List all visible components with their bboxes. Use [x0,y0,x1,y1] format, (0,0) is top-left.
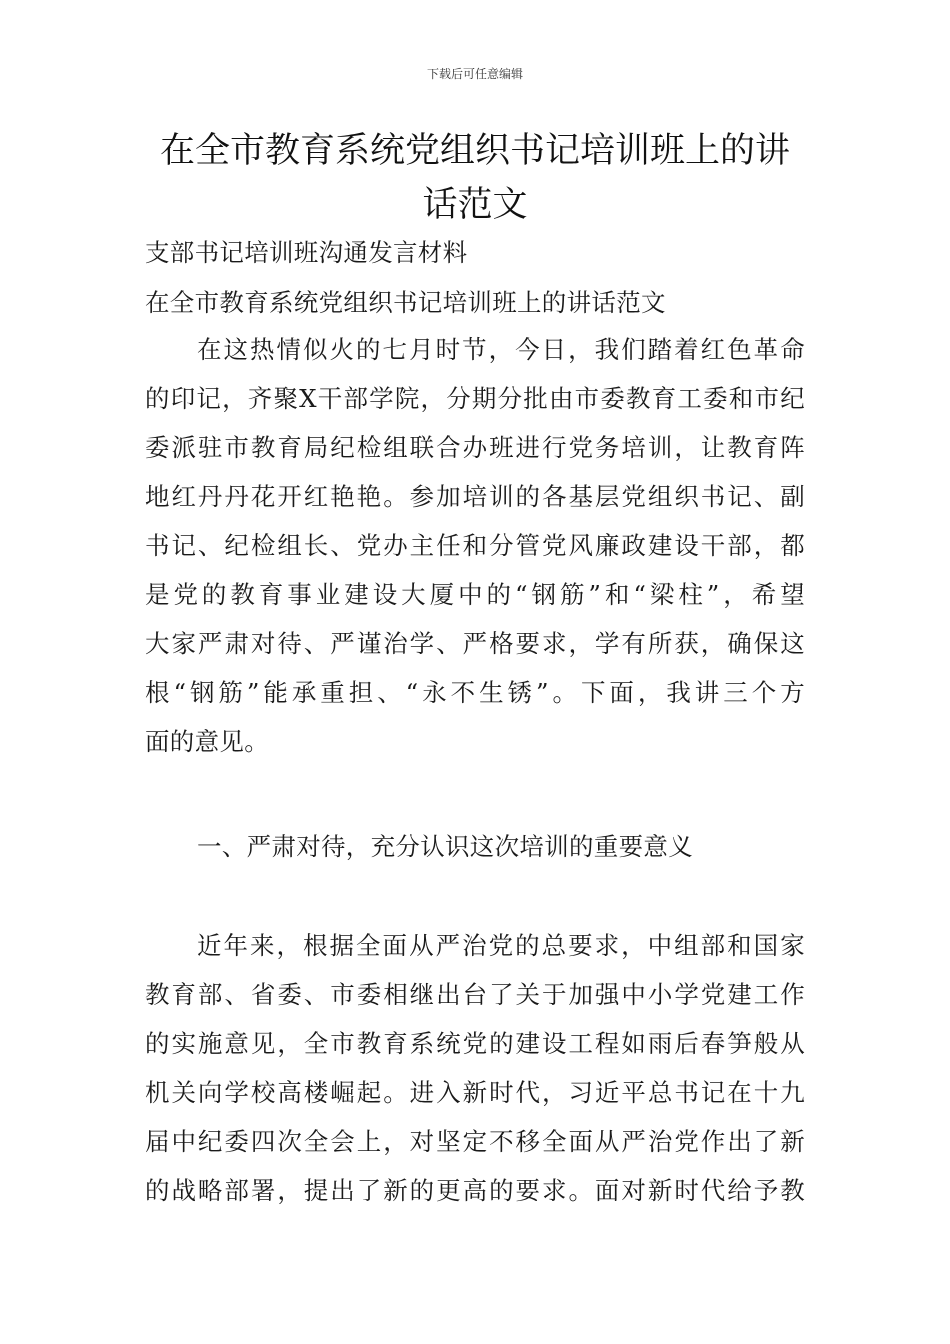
paragraph-line: 大家严肃对待、严谨治学、严格要求，学有所获，确保这 [145,629,805,658]
subtitle-2 [145,278,805,327]
subtitle-text: 在全市教育系统党组织书记培训班上的讲话范文 [145,288,666,317]
paragraph-line: 教育部、省委、市委相继出台了关于加强中小学党建工作 [145,980,805,1009]
paragraph-line: 是党的教育事业建设大厦中的“钢筋”和“梁柱”，希望 [145,580,805,609]
paragraph-1 [145,325,805,766]
paragraph-line: 地红丹丹花开红艳艳。参加培训的各基层党组织书记、副 [145,482,805,511]
header-note: 下载后可任意编辑 [426,67,523,81]
title-line-1: 在全市教育系统党组织书记培训班上的讲 [159,131,790,171]
paragraph-line: 的实施意见，全市教育系统党的建设工程如雨后春笋般从 [145,1029,805,1058]
title-line-2: 话范文 [422,185,528,225]
paragraph-line: 面的意见。 [145,727,269,756]
section-heading-text: 一、严肃对待，充分认识这次培训的重要意义 [197,832,693,861]
paragraph-line: 书记、纪检组长、党办主任和分管党风廉政建设干部，都 [145,531,805,560]
paragraph-line: 委派驻市教育局纪检组联合办班进行党务培训，让教育阵 [145,433,805,462]
paragraph-line: 机关向学校高楼崛起。进入新时代，习近平总书记在十九 [145,1078,805,1107]
section-heading-1 [145,822,805,871]
paragraph-line: 的战略部署，提出了新的更高的要求。面对新时代给予教 [145,1176,805,1205]
document-title [145,124,805,232]
paragraph-line: 在这热情似火的七月时节，今日，我们踏着红色革命 [197,335,805,364]
subtitle-1 [145,228,805,277]
paragraph-line: 近年来，根据全面从严治党的总要求，中组部和国家 [197,931,805,960]
paragraph-line: 根“钢筋”能承重担、“永不生锈”。下面，我讲三个方 [145,678,805,707]
paragraph-line: 届中纪委四次全会上，对坚定不移全面从严治党作出了新 [145,1127,805,1156]
paragraph-2 [145,921,805,1215]
paragraph-line: 的印记，齐聚X干部学院，分期分批由市委教育工委和市纪 [145,384,805,413]
subtitle-text: 支部书记培训班沟通发言材料 [145,238,468,267]
